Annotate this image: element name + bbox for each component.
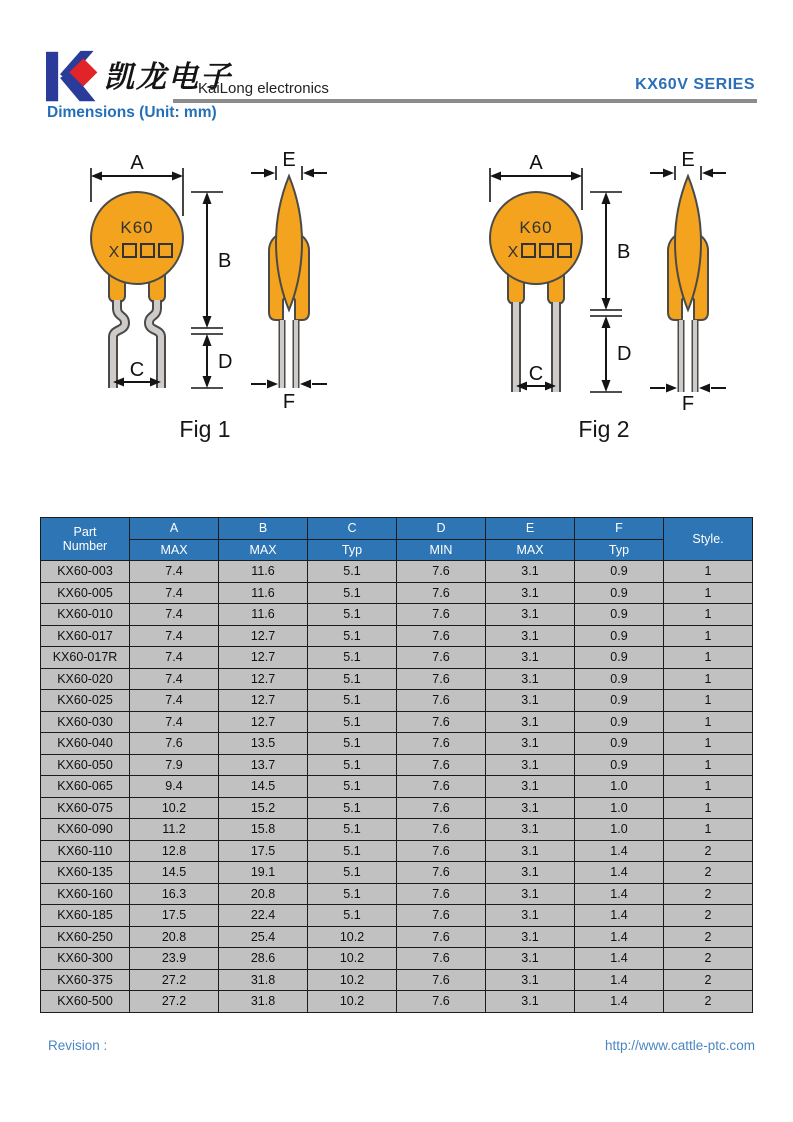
dimension-cell: 10.2 — [130, 797, 219, 819]
dimension-cell: 5.1 — [308, 582, 397, 604]
col-header-a: A — [130, 518, 219, 540]
dimension-cell: 5.1 — [308, 625, 397, 647]
front-view-disc — [91, 192, 183, 284]
dim-label-a: A — [529, 152, 543, 174]
dimension-cell: 1.4 — [575, 840, 664, 862]
style-cell: 1 — [664, 797, 753, 819]
style-cell: 1 — [664, 711, 753, 733]
figure-1-drawing — [57, 150, 347, 450]
dim-label-f: F — [282, 391, 296, 413]
part-number-cell: KX60-017 — [41, 625, 130, 647]
part-number-cell: KX60-090 — [41, 819, 130, 841]
revision-label: Revision : — [48, 1038, 108, 1053]
dimension-cell: 1.0 — [575, 797, 664, 819]
dimension-cell: 27.2 — [130, 991, 219, 1013]
figure-2-drawing — [456, 150, 746, 450]
style-cell: 2 — [664, 969, 753, 991]
dimension-cell: 7.6 — [397, 862, 486, 884]
part-number-cell: KX60-500 — [41, 991, 130, 1013]
dimension-cell: 9.4 — [130, 776, 219, 798]
dim-label-b: B — [218, 250, 232, 272]
dimension-cell: 5.1 — [308, 690, 397, 712]
style-cell: 1 — [664, 776, 753, 798]
part-number-cell: KX60-185 — [41, 905, 130, 927]
part-number-cell: KX60-050 — [41, 754, 130, 776]
col-header-b: B — [219, 518, 308, 540]
table-row — [41, 754, 753, 776]
part-number-cell: KX60-003 — [41, 561, 130, 583]
dimension-cell: 1.0 — [575, 776, 664, 798]
dimension-cell: 7.6 — [397, 647, 486, 669]
dimension-cell: 3.1 — [486, 905, 575, 927]
dimension-cell: 1.4 — [575, 905, 664, 927]
dimensions-table — [40, 517, 753, 1013]
section-title: Dimensions (Unit: mm) — [47, 104, 217, 121]
dimension-cell: 7.6 — [397, 668, 486, 690]
table-row — [41, 819, 753, 841]
dimension-cell: 3.1 — [486, 883, 575, 905]
series-title: KX60V SERIES — [635, 76, 755, 93]
dimension-cell: 17.5 — [219, 840, 308, 862]
dimension-cell: 7.6 — [397, 819, 486, 841]
dimension-cell: 7.4 — [130, 690, 219, 712]
dimension-cell: 7.4 — [130, 711, 219, 733]
subheader-e: MAX — [486, 539, 575, 561]
dimension-cell: 3.1 — [486, 582, 575, 604]
dimension-cell: 27.2 — [130, 969, 219, 991]
col-header-d: D — [397, 518, 486, 540]
dimension-cell: 10.2 — [308, 926, 397, 948]
table-row — [41, 926, 753, 948]
dimension-cell: 3.1 — [486, 647, 575, 669]
figure-2-caption: Fig 2 — [578, 416, 630, 442]
dimension-cell: 5.1 — [308, 604, 397, 626]
dimension-cell: 17.5 — [130, 905, 219, 927]
dimension-cell: 11.2 — [130, 819, 219, 841]
device-marking: K60 — [120, 218, 154, 237]
table-row — [41, 991, 753, 1013]
style-cell: 2 — [664, 926, 753, 948]
style-cell: 1 — [664, 625, 753, 647]
part-number-cell: KX60-250 — [41, 926, 130, 948]
dimension-cell: 7.4 — [130, 561, 219, 583]
part-number-cell: KX60-025 — [41, 690, 130, 712]
part-number-cell: KX60-135 — [41, 862, 130, 884]
dimension-cell: 7.4 — [130, 625, 219, 647]
subheader-f: Typ — [575, 539, 664, 561]
dimension-cell: 7.6 — [397, 711, 486, 733]
style-cell: 1 — [664, 582, 753, 604]
dimension-cell: 1.4 — [575, 926, 664, 948]
dimension-cell: 7.6 — [397, 776, 486, 798]
website-link[interactable]: http://www.cattle-ptc.com — [604, 1038, 755, 1053]
table-row — [41, 625, 753, 647]
table-row — [41, 969, 753, 991]
table-row — [41, 582, 753, 604]
dim-label-e: E — [681, 150, 695, 171]
dimension-cell: 7.6 — [397, 948, 486, 970]
subheader-c: Typ — [308, 539, 397, 561]
dimension-cell: 10.2 — [308, 948, 397, 970]
style-cell: 1 — [664, 668, 753, 690]
dimension-cell: 7.4 — [130, 647, 219, 669]
style-cell: 2 — [664, 862, 753, 884]
dim-label-c: C — [528, 363, 544, 385]
dimension-cell: 7.6 — [397, 561, 486, 583]
dimension-cell: 0.9 — [575, 625, 664, 647]
dimension-cell: 5.1 — [308, 883, 397, 905]
dimension-cell: 10.2 — [308, 969, 397, 991]
dimension-cell: 3.1 — [486, 561, 575, 583]
dim-label-c: C — [129, 359, 145, 381]
table-row — [41, 797, 753, 819]
table-row — [41, 561, 753, 583]
subheader-b: MAX — [219, 539, 308, 561]
dimension-cell: 5.1 — [308, 905, 397, 927]
dimension-cell: 12.7 — [219, 690, 308, 712]
table-row — [41, 905, 753, 927]
col-header-style: Style. — [664, 518, 753, 561]
dim-label-e: E — [282, 150, 296, 171]
part-number-cell: KX60-017R — [41, 647, 130, 669]
kailong-logo-icon — [46, 48, 102, 106]
dimension-cell: 0.9 — [575, 647, 664, 669]
style-cell: 1 — [664, 754, 753, 776]
table-row — [41, 840, 753, 862]
dimension-cell: 7.6 — [397, 883, 486, 905]
col-header-e: E — [486, 518, 575, 540]
dimension-cell: 22.4 — [219, 905, 308, 927]
style-cell: 2 — [664, 905, 753, 927]
table-row — [41, 948, 753, 970]
dimension-cell: 5.1 — [308, 819, 397, 841]
logo-chinese-text: 凯龙电子 — [104, 61, 232, 94]
dim-label-d: D — [218, 351, 233, 373]
dimension-cell: 7.6 — [397, 840, 486, 862]
table-row — [41, 690, 753, 712]
dimension-cell: 7.6 — [397, 582, 486, 604]
dimension-cell: 3.1 — [486, 969, 575, 991]
table-row — [41, 668, 753, 690]
dimension-cell: 15.2 — [219, 797, 308, 819]
dimension-cell: 7.6 — [397, 625, 486, 647]
dim-label-a: A — [130, 152, 144, 174]
dimension-cell: 12.8 — [130, 840, 219, 862]
dim-label-b: B — [617, 241, 631, 263]
dimension-cell: 0.9 — [575, 604, 664, 626]
figure-1-caption: Fig 1 — [179, 416, 231, 442]
dimension-cell: 14.5 — [130, 862, 219, 884]
dimension-cell: 23.9 — [130, 948, 219, 970]
dimension-cell: 0.9 — [575, 690, 664, 712]
part-number-cell: KX60-110 — [41, 840, 130, 862]
dimension-cell: 5.1 — [308, 862, 397, 884]
col-header-part-number — [41, 518, 130, 561]
dimension-cell: 12.7 — [219, 711, 308, 733]
dimension-cell: 5.1 — [308, 561, 397, 583]
marking-prefix: X — [507, 244, 519, 261]
dimension-cell: 3.1 — [486, 754, 575, 776]
dimension-cell: 1.4 — [575, 883, 664, 905]
dimension-cell: 1.4 — [575, 969, 664, 991]
dimension-cell: 7.9 — [130, 754, 219, 776]
table-row — [41, 776, 753, 798]
part-header-line1: Part — [73, 525, 97, 539]
part-number-cell: KX60-160 — [41, 883, 130, 905]
part-number-cell: KX60-010 — [41, 604, 130, 626]
dimension-cell: 3.1 — [486, 776, 575, 798]
front-view-disc — [490, 192, 582, 284]
part-header-line2: Number — [62, 539, 108, 553]
dimension-cell: 3.1 — [486, 690, 575, 712]
dimension-cell: 7.6 — [397, 969, 486, 991]
dimension-cell: 11.6 — [219, 561, 308, 583]
company-name: KaiLong electronics — [198, 80, 329, 97]
dimension-cell: 0.9 — [575, 711, 664, 733]
dimension-cell: 5.1 — [308, 797, 397, 819]
dimension-cell: 10.2 — [308, 991, 397, 1013]
dimension-cell: 3.1 — [486, 604, 575, 626]
dim-label-f: F — [681, 393, 695, 415]
dimension-cell: 1.4 — [575, 991, 664, 1013]
dimension-cell: 0.9 — [575, 561, 664, 583]
dimension-cell: 1.4 — [575, 862, 664, 884]
part-number-cell: KX60-020 — [41, 668, 130, 690]
style-cell: 2 — [664, 991, 753, 1013]
part-number-cell: KX60-065 — [41, 776, 130, 798]
table-row — [41, 733, 753, 755]
part-number-cell: KX60-300 — [41, 948, 130, 970]
style-cell: 1 — [664, 690, 753, 712]
dimension-cell: 3.1 — [486, 819, 575, 841]
dimension-cell: 0.9 — [575, 754, 664, 776]
dimension-cell: 3.1 — [486, 625, 575, 647]
dimension-cell: 5.1 — [308, 733, 397, 755]
table-row — [41, 647, 753, 669]
dimension-cell: 7.6 — [397, 604, 486, 626]
dimension-cell: 11.6 — [219, 582, 308, 604]
marking-prefix: X — [108, 244, 120, 261]
dimension-cell: 12.7 — [219, 647, 308, 669]
style-cell: 1 — [664, 604, 753, 626]
dimension-cell: 7.6 — [397, 754, 486, 776]
part-number-cell: KX60-075 — [41, 797, 130, 819]
dimension-cell: 3.1 — [486, 862, 575, 884]
dimension-cell: 13.5 — [219, 733, 308, 755]
dimension-cell: 5.1 — [308, 668, 397, 690]
style-cell: 1 — [664, 733, 753, 755]
subheader-d: MIN — [397, 539, 486, 561]
dimension-cell: 3.1 — [486, 797, 575, 819]
col-header-c: C — [308, 518, 397, 540]
dimension-cell: 3.1 — [486, 668, 575, 690]
dimension-cell: 20.8 — [130, 926, 219, 948]
dimension-cell: 5.1 — [308, 711, 397, 733]
dimension-cell: 5.1 — [308, 647, 397, 669]
part-number-cell: KX60-005 — [41, 582, 130, 604]
dimension-cell: 3.1 — [486, 926, 575, 948]
table-row — [41, 604, 753, 626]
dimension-cell: 3.1 — [486, 948, 575, 970]
dimension-cell: 7.6 — [397, 733, 486, 755]
part-number-cell: KX60-040 — [41, 733, 130, 755]
dimension-cell: 20.8 — [219, 883, 308, 905]
dimension-cell: 7.6 — [397, 991, 486, 1013]
style-cell: 2 — [664, 883, 753, 905]
table-header — [41, 518, 753, 561]
part-number-cell: KX60-030 — [41, 711, 130, 733]
dimension-cell: 16.3 — [130, 883, 219, 905]
col-header-f: F — [575, 518, 664, 540]
dimension-cell: 7.4 — [130, 582, 219, 604]
dimension-cell: 19.1 — [219, 862, 308, 884]
dimension-cell: 1.4 — [575, 948, 664, 970]
part-number-cell: KX60-375 — [41, 969, 130, 991]
dimension-cell: 5.1 — [308, 776, 397, 798]
table-row — [41, 862, 753, 884]
style-cell: 1 — [664, 819, 753, 841]
dimension-cell: 7.6 — [397, 926, 486, 948]
style-cell: 1 — [664, 647, 753, 669]
dimension-cell: 5.1 — [308, 840, 397, 862]
dim-label-d: D — [617, 343, 632, 365]
dimension-cell: 7.4 — [130, 604, 219, 626]
dimension-cell: 12.7 — [219, 668, 308, 690]
dimension-cell: 31.8 — [219, 969, 308, 991]
dimension-cell: 3.1 — [486, 733, 575, 755]
dimension-cell: 7.4 — [130, 668, 219, 690]
dimension-cell: 3.1 — [486, 991, 575, 1013]
dimension-cell: 14.5 — [219, 776, 308, 798]
dimension-cell: 11.6 — [219, 604, 308, 626]
subheader-a: MAX — [130, 539, 219, 561]
dimension-cell: 7.6 — [397, 797, 486, 819]
table-row — [41, 883, 753, 905]
dimension-cell: 7.6 — [397, 690, 486, 712]
table-body — [41, 561, 753, 1013]
dimension-cell: 3.1 — [486, 840, 575, 862]
dimension-cell: 5.1 — [308, 754, 397, 776]
dimension-cell: 0.9 — [575, 733, 664, 755]
style-cell: 1 — [664, 561, 753, 583]
style-cell: 2 — [664, 948, 753, 970]
dimension-cell: 7.6 — [397, 905, 486, 927]
dimension-cell: 7.6 — [130, 733, 219, 755]
dimension-cell: 0.9 — [575, 582, 664, 604]
device-marking: K60 — [519, 218, 553, 237]
dimension-cell: 0.9 — [575, 668, 664, 690]
dimension-cell: 3.1 — [486, 711, 575, 733]
dimension-cell: 1.0 — [575, 819, 664, 841]
dimension-cell: 13.7 — [219, 754, 308, 776]
dimension-cell: 28.6 — [219, 948, 308, 970]
dimension-cell: 31.8 — [219, 991, 308, 1013]
dimension-cell: 12.7 — [219, 625, 308, 647]
table-row — [41, 711, 753, 733]
dimension-cell: 15.8 — [219, 819, 308, 841]
header-divider — [173, 99, 757, 103]
style-cell: 2 — [664, 840, 753, 862]
dimension-cell: 25.4 — [219, 926, 308, 948]
